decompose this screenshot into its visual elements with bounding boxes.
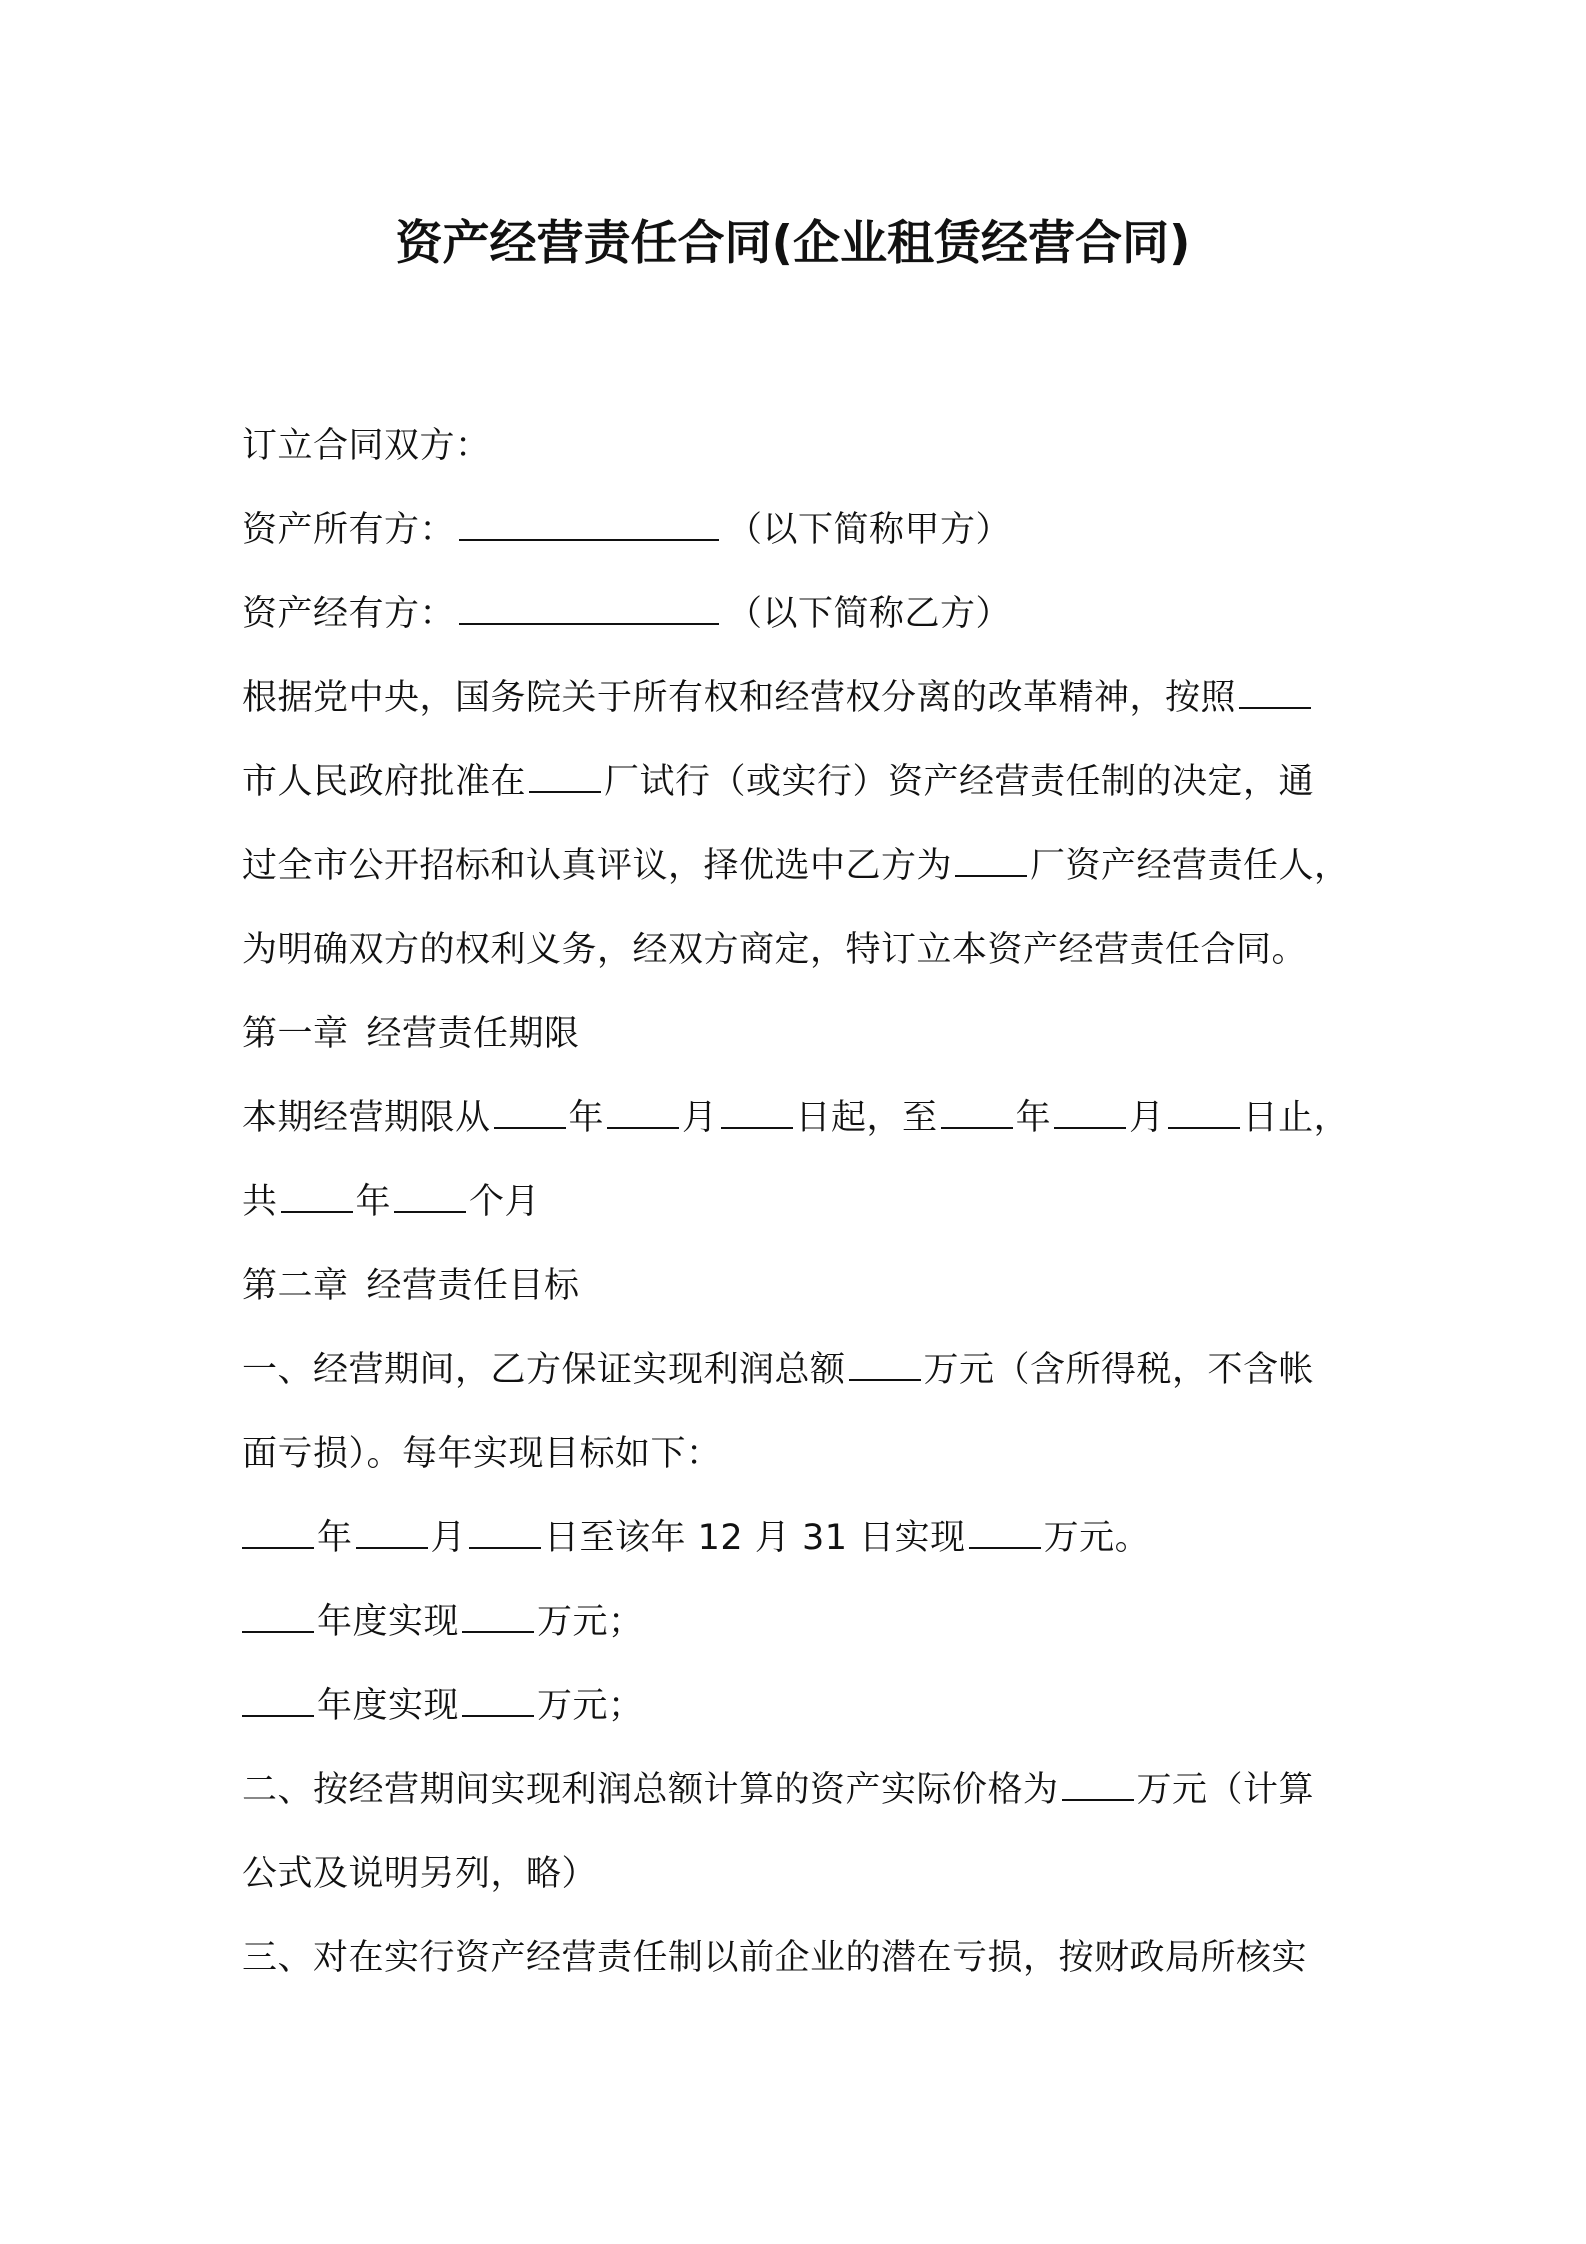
term-line-2 bbox=[242, 1160, 1352, 1244]
chapter1-name: 经营责任期限 bbox=[366, 1014, 580, 1054]
item2-line-1 bbox=[242, 1748, 1352, 1832]
target1-text-a: 年 bbox=[317, 1518, 353, 1558]
total-months-blank bbox=[394, 1181, 466, 1213]
preamble-text-2b: 厂试行（或实行）资产经营责任制的决定，通 bbox=[604, 762, 1315, 802]
preamble-line-3 bbox=[242, 824, 1352, 908]
operator-name-blank bbox=[459, 593, 719, 625]
target2-text-b: 万元； bbox=[537, 1602, 644, 1642]
factory-blank-1 bbox=[529, 761, 601, 793]
item1-line-1 bbox=[242, 1328, 1352, 1412]
target1-day-blank bbox=[469, 1517, 541, 1549]
target1-text-d: 万元。 bbox=[1043, 1518, 1151, 1558]
target1-text-b: 月 bbox=[430, 1518, 467, 1558]
preamble-text-3a: 过全市公开招标和认真评议，择优选中乙方为 bbox=[242, 846, 953, 886]
preamble-text-4: 为明确双方的权利义务，经双方商定，特订立本资产经营责任合同。 bbox=[242, 930, 1308, 970]
preamble-line-2 bbox=[242, 740, 1352, 824]
item2-line-2 bbox=[242, 1832, 1352, 1916]
owner-line bbox=[242, 488, 1352, 572]
item2-text-c: 公式及说明另列，略） bbox=[242, 1854, 598, 1894]
chapter1-number: 第一章 bbox=[242, 1014, 349, 1054]
term-total-a: 共 bbox=[242, 1182, 278, 1222]
total-years-blank bbox=[281, 1181, 353, 1213]
preamble-text-1: 根据党中央，国务院关于所有权和经营权分离的改革精神，按照 bbox=[242, 678, 1237, 718]
item1-line-2 bbox=[242, 1412, 1352, 1496]
target2-text-a: 年度实现 bbox=[317, 1602, 460, 1642]
term-text-b: 年 bbox=[568, 1098, 605, 1138]
target-line-1 bbox=[242, 1496, 1352, 1580]
owner-suffix: （以下简称甲方） bbox=[727, 510, 1012, 550]
operator-line bbox=[242, 572, 1352, 656]
term-text-d: 日起，至 bbox=[795, 1098, 938, 1138]
owner-label: 资产所有方： bbox=[242, 510, 456, 550]
document-body bbox=[242, 404, 1352, 2000]
target1-month-blank bbox=[356, 1517, 428, 1549]
factory-blank-2 bbox=[955, 845, 1027, 877]
item1-text-a: 一、经营期间，乙方保证实现利润总额 bbox=[242, 1350, 846, 1390]
target3-year-blank bbox=[242, 1685, 314, 1717]
chapter2-number: 第二章 bbox=[242, 1266, 349, 1306]
operator-label: 资产经有方： bbox=[242, 594, 456, 634]
term-line-1 bbox=[242, 1076, 1352, 1160]
target3-amount-blank bbox=[462, 1685, 534, 1717]
term-total-b: 年 bbox=[355, 1182, 392, 1222]
end-day-blank bbox=[1168, 1097, 1240, 1129]
document-title: 资产经营责任合同(企业租赁经营合同) bbox=[395, 216, 1191, 271]
preamble-text-2a: 市人民政府批准在 bbox=[242, 762, 527, 802]
owner-name-blank bbox=[459, 509, 719, 541]
chapter1-heading bbox=[242, 992, 1352, 1076]
item2-text-b: 万元（计算 bbox=[1136, 1770, 1315, 1810]
chapter2-heading bbox=[242, 1244, 1352, 1328]
target1-year-blank bbox=[242, 1517, 314, 1549]
preamble-text-3b: 厂资产经营责任人， bbox=[1030, 846, 1350, 886]
item1-text-c: 面亏损）。每年实现目标如下： bbox=[242, 1434, 722, 1474]
item2-text-a: 二、按经营期间实现利润总额计算的资产实际价格为 bbox=[242, 1770, 1059, 1810]
end-year-blank bbox=[941, 1097, 1013, 1129]
term-text-g: 日止， bbox=[1242, 1098, 1350, 1138]
end-month-blank bbox=[1054, 1097, 1126, 1129]
target2-amount-blank bbox=[462, 1601, 534, 1633]
asset-price-blank bbox=[1062, 1769, 1134, 1801]
target-line-3 bbox=[242, 1664, 1352, 1748]
term-total-c: 个月 bbox=[469, 1182, 541, 1222]
term-text-a: 本期经营期限从 bbox=[242, 1098, 491, 1138]
target1-text-c: 日至该年 12 月 31 日实现 bbox=[544, 1518, 966, 1558]
preamble-line-4 bbox=[242, 908, 1352, 992]
parties-heading-text: 订立合同双方： bbox=[242, 426, 491, 466]
total-profit-blank bbox=[849, 1349, 921, 1381]
item1-text-b: 万元（含所得税，不含帐 bbox=[923, 1350, 1315, 1390]
term-text-e: 年 bbox=[1015, 1098, 1052, 1138]
start-day-blank bbox=[721, 1097, 793, 1129]
target-line-2 bbox=[242, 1580, 1352, 1664]
target3-text-b: 万元； bbox=[537, 1686, 644, 1726]
start-year-blank bbox=[494, 1097, 566, 1129]
city-blank bbox=[1239, 677, 1311, 709]
target2-year-blank bbox=[242, 1601, 314, 1633]
target1-amount-blank bbox=[969, 1517, 1041, 1549]
chapter2-name: 经营责任目标 bbox=[366, 1266, 580, 1306]
start-month-blank bbox=[607, 1097, 679, 1129]
target3-text-a: 年度实现 bbox=[317, 1686, 460, 1726]
operator-suffix: （以下简称乙方） bbox=[727, 594, 1012, 634]
preamble-line-1 bbox=[242, 656, 1352, 740]
item3-line-1 bbox=[242, 1916, 1352, 2000]
term-text-f: 月 bbox=[1129, 1098, 1165, 1138]
parties-heading bbox=[242, 404, 1352, 488]
term-text-c: 月 bbox=[682, 1098, 718, 1138]
item3-text-a: 三、对在实行资产经营责任制以前企业的潜在亏损，按财政局所核实 bbox=[242, 1938, 1308, 1978]
